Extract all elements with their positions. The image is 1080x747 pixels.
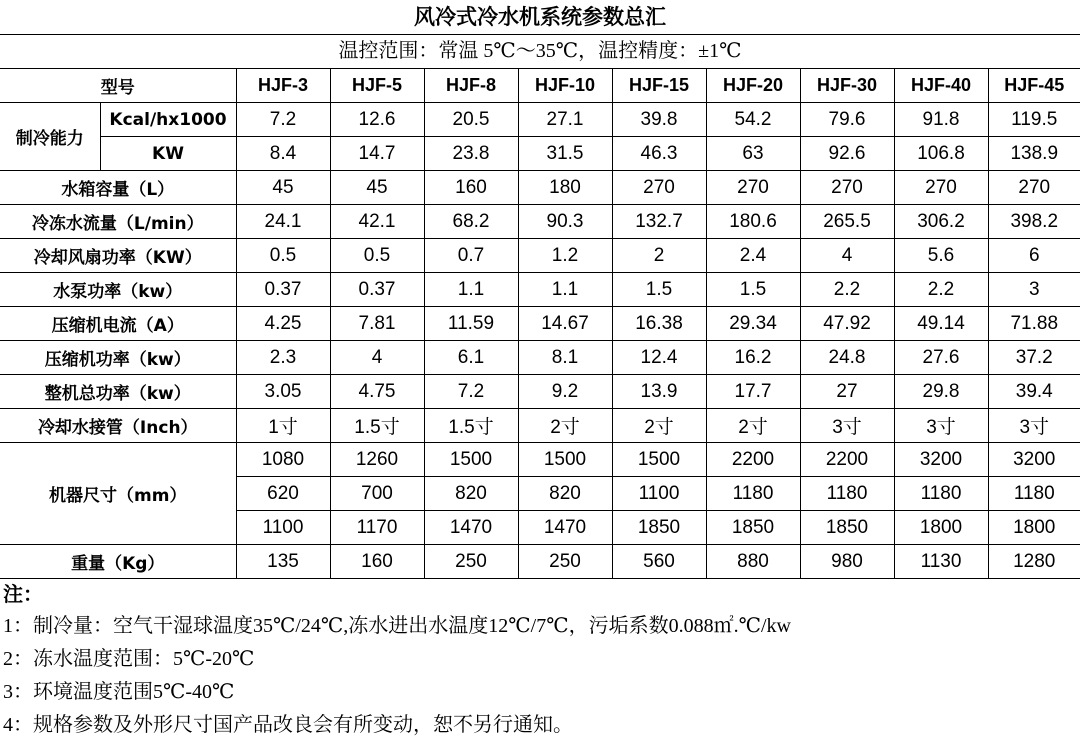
cell: 3寸: [988, 409, 1080, 443]
note-line: 1：制冷量：空气干湿球温度35℃/24℃,冻水进出水温度12℃/7℃，污垢系数0.088㎡.℃/kw: [3, 615, 791, 637]
cell: 620: [236, 477, 330, 511]
cell: 27.6: [894, 341, 988, 375]
cell: 2.3: [236, 341, 330, 375]
model-header: HJF-30: [800, 69, 894, 103]
cell: 24.1: [236, 205, 330, 239]
page-subtitle: 温控范围：常温 5℃～35℃，温控精度：±1℃: [338, 40, 742, 62]
cell: 1180: [988, 477, 1080, 511]
cell: 160: [330, 545, 424, 579]
cell: 2寸: [518, 409, 612, 443]
notes-section: [0, 579, 1080, 742]
cell: 27: [800, 375, 894, 409]
cell: 79.6: [800, 103, 894, 137]
cell: 1850: [706, 511, 800, 545]
cooling-kw-row: [0, 137, 1080, 171]
cell: 1170: [330, 511, 424, 545]
cell: 270: [894, 171, 988, 205]
row-label: 冷却水接管（Inch）: [0, 409, 236, 443]
spec-row: [0, 341, 1080, 375]
spec-row: [0, 205, 1080, 239]
cell: 270: [706, 171, 800, 205]
cell: 1180: [894, 477, 988, 511]
cell: 5.6: [894, 239, 988, 273]
cell: 11.59: [424, 307, 518, 341]
model-header: HJF-8: [424, 69, 518, 103]
cell: 1.1: [518, 273, 612, 307]
spec-table-body: [0, 69, 1080, 579]
cell: 1.2: [518, 239, 612, 273]
cell: 2寸: [612, 409, 706, 443]
cell: 45: [330, 171, 424, 205]
cell: 0.7: [424, 239, 518, 273]
cell: 29.34: [706, 307, 800, 341]
cell: 9.2: [518, 375, 612, 409]
cell: 3.05: [236, 375, 330, 409]
cell: 980: [800, 545, 894, 579]
cell: 1800: [988, 511, 1080, 545]
cell: 0.37: [330, 273, 424, 307]
cell: 3200: [894, 443, 988, 477]
cell: 1800: [894, 511, 988, 545]
cell: 1850: [800, 511, 894, 545]
cell: 135: [236, 545, 330, 579]
cell: 39.4: [988, 375, 1080, 409]
cooling-label: 制冷能力: [0, 103, 100, 171]
cell: 49.14: [894, 307, 988, 341]
cell: 47.92: [800, 307, 894, 341]
cell: 270: [800, 171, 894, 205]
spec-row: [0, 375, 1080, 409]
cell: 63: [706, 137, 800, 171]
cell: 7.2: [424, 375, 518, 409]
row-label: 水箱容量（L）: [0, 171, 236, 205]
cell: 16.38: [612, 307, 706, 341]
cell: 1.5: [706, 273, 800, 307]
cell: 37.2: [988, 341, 1080, 375]
cooling-kcal-unit: Kcal/hx1000: [100, 103, 236, 137]
cell: 1180: [706, 477, 800, 511]
note-line: 4：规格参数及外形尺寸国产品改良会有所变动，恕不另行通知。: [3, 714, 573, 736]
cell: 16.2: [706, 341, 800, 375]
cooling-kw-unit: KW: [100, 137, 236, 171]
cell: 27.1: [518, 103, 612, 137]
spec-table: [0, 68, 1080, 579]
cell: 132.7: [612, 205, 706, 239]
cell: 46.3: [612, 137, 706, 171]
cell: 1470: [518, 511, 612, 545]
cell: 180.6: [706, 205, 800, 239]
cell: 1500: [424, 443, 518, 477]
cell: 3: [988, 273, 1080, 307]
cell: 1.5寸: [330, 409, 424, 443]
cell: 306.2: [894, 205, 988, 239]
cell: 4: [800, 239, 894, 273]
cell: 4.25: [236, 307, 330, 341]
page-title: 风冷式冷水机系统参数总汇: [0, 0, 1080, 35]
cell: 0.37: [236, 273, 330, 307]
cell: 24.8: [800, 341, 894, 375]
model-header: HJF-45: [988, 69, 1080, 103]
spec-row: [0, 307, 1080, 341]
cell: 880: [706, 545, 800, 579]
cell: 91.8: [894, 103, 988, 137]
spec-row: [0, 273, 1080, 307]
cell: 1寸: [236, 409, 330, 443]
cell: 138.9: [988, 137, 1080, 171]
cell: 270: [612, 171, 706, 205]
cell: 6: [988, 239, 1080, 273]
cell: 2: [612, 239, 706, 273]
row-label: 水泵功率（kw）: [0, 273, 236, 307]
weight-row: [0, 545, 1080, 579]
cell: 700: [330, 477, 424, 511]
cell: 8.1: [518, 341, 612, 375]
cell: 7.2: [236, 103, 330, 137]
cell: 8.4: [236, 137, 330, 171]
cell: 7.81: [330, 307, 424, 341]
cell: 250: [424, 545, 518, 579]
spec-row: [0, 239, 1080, 273]
spec-row: [0, 409, 1080, 443]
cell: 1180: [800, 477, 894, 511]
cell: 1.5寸: [424, 409, 518, 443]
cell: 1.5: [612, 273, 706, 307]
notes-heading: 注：: [3, 582, 43, 606]
model-header: HJF-5: [330, 69, 424, 103]
dimensions-label: 机器尺寸（mm）: [0, 443, 236, 545]
cell: 250: [518, 545, 612, 579]
cell: 1080: [236, 443, 330, 477]
cooling-kcal-row: [0, 103, 1080, 137]
cell: 14.7: [330, 137, 424, 171]
cell: 31.5: [518, 137, 612, 171]
cell: 270: [988, 171, 1080, 205]
cell: 820: [424, 477, 518, 511]
note-line: 3：环境温度范围5℃-40℃: [3, 681, 235, 703]
cell: 29.8: [894, 375, 988, 409]
cell: 39.8: [612, 103, 706, 137]
cell: 71.88: [988, 307, 1080, 341]
cell: 2200: [706, 443, 800, 477]
cell: 1500: [518, 443, 612, 477]
cell: 0.5: [330, 239, 424, 273]
cell: 560: [612, 545, 706, 579]
cell: 13.9: [612, 375, 706, 409]
cell: 12.4: [612, 341, 706, 375]
cell: 3寸: [800, 409, 894, 443]
dimension-row: [0, 443, 1080, 477]
model-label: 型号: [0, 69, 236, 103]
cell: 0.5: [236, 239, 330, 273]
row-label: 压缩机电流（A）: [0, 307, 236, 341]
cell: 4: [330, 341, 424, 375]
cell: 45: [236, 171, 330, 205]
cell: 1.1: [424, 273, 518, 307]
cell: 820: [518, 477, 612, 511]
note-line: 2：冻水温度范围：5℃-20℃: [3, 648, 255, 670]
weight-label: 重量（Kg）: [0, 545, 236, 579]
cell: 2.2: [894, 273, 988, 307]
row-label: 冷冻水流量（L/min）: [0, 205, 236, 239]
model-header: HJF-3: [236, 69, 330, 103]
cell: 12.6: [330, 103, 424, 137]
cell: 3200: [988, 443, 1080, 477]
cell: 2.4: [706, 239, 800, 273]
cell: 54.2: [706, 103, 800, 137]
cell: 1130: [894, 545, 988, 579]
spec-row: [0, 171, 1080, 205]
cell: 68.2: [424, 205, 518, 239]
cell: 160: [424, 171, 518, 205]
cell: 90.3: [518, 205, 612, 239]
header-row: [0, 69, 1080, 103]
cell: 398.2: [988, 205, 1080, 239]
row-label: 整机总功率（kw）: [0, 375, 236, 409]
cell: 6.1: [424, 341, 518, 375]
cell: 2200: [800, 443, 894, 477]
cell: 42.1: [330, 205, 424, 239]
cell: 4.75: [330, 375, 424, 409]
cell: 14.67: [518, 307, 612, 341]
cell: 180: [518, 171, 612, 205]
cell: 2寸: [706, 409, 800, 443]
cell: 1850: [612, 511, 706, 545]
cell: 265.5: [800, 205, 894, 239]
cell: 1260: [330, 443, 424, 477]
cell: 1100: [236, 511, 330, 545]
cell: 92.6: [800, 137, 894, 171]
model-header: HJF-20: [706, 69, 800, 103]
row-label: 冷却风扇功率（KW）: [0, 239, 236, 273]
model-header: HJF-40: [894, 69, 988, 103]
cell: 1470: [424, 511, 518, 545]
model-header: HJF-10: [518, 69, 612, 103]
cell: 3寸: [894, 409, 988, 443]
cell: 1100: [612, 477, 706, 511]
cell: 106.8: [894, 137, 988, 171]
cell: 119.5: [988, 103, 1080, 137]
model-header: HJF-15: [612, 69, 706, 103]
cell: 1500: [612, 443, 706, 477]
row-label: 压缩机功率（kw）: [0, 341, 236, 375]
cell: 1280: [988, 545, 1080, 579]
cell: 23.8: [424, 137, 518, 171]
cell: 2.2: [800, 273, 894, 307]
cell: 17.7: [706, 375, 800, 409]
cell: 20.5: [424, 103, 518, 137]
